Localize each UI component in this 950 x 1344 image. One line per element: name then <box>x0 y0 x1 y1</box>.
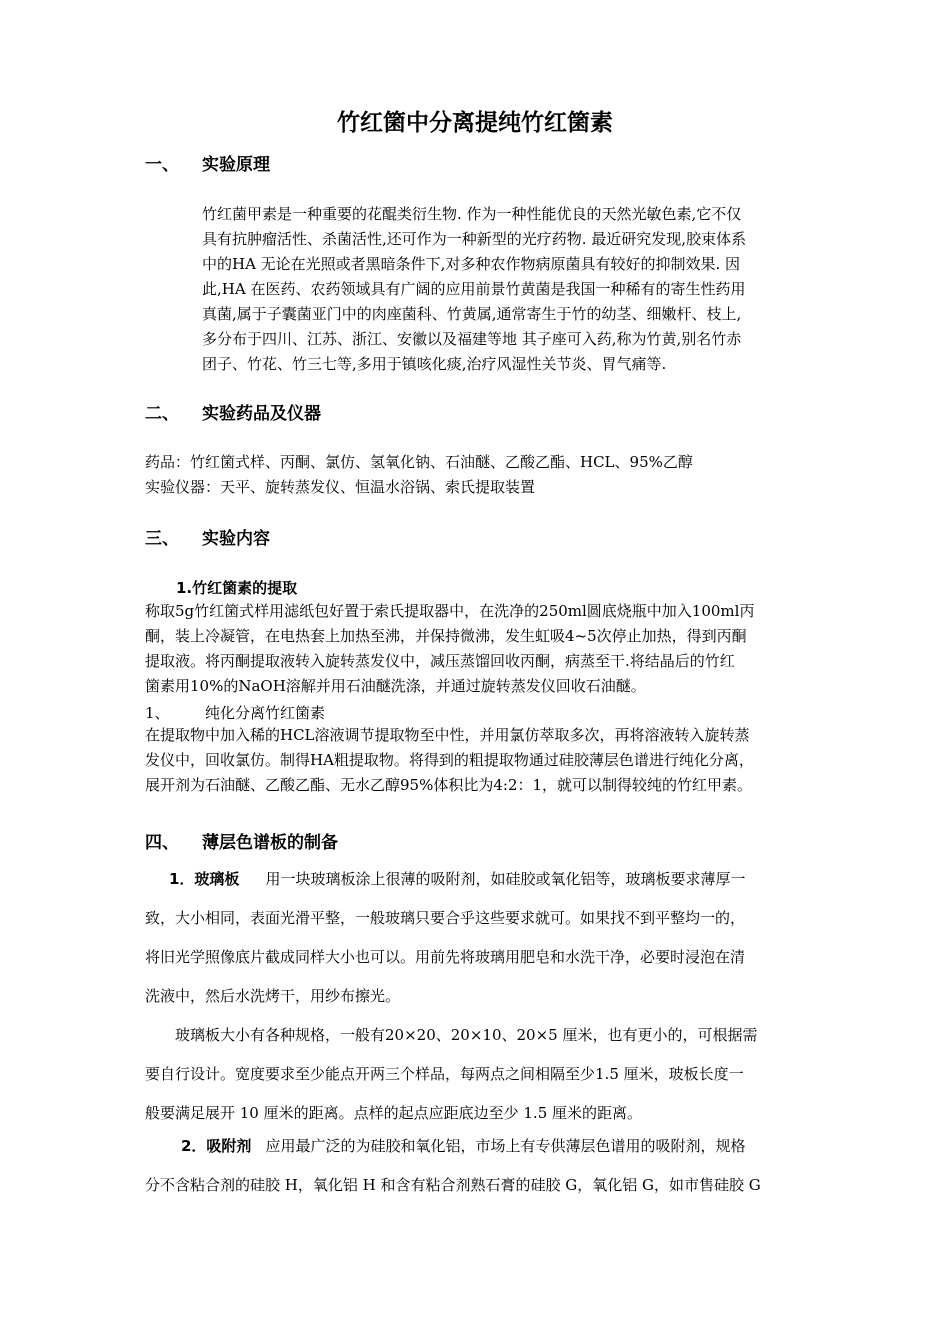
principle-line: 中的HA 无论在光照或者黑暗条件下,对多种农作物病原菌具有较好的抑制效果. 因 <box>202 255 740 273</box>
principle-line: 团子、竹花、竹三七等,多用于镇咳化痰,治疗风湿性关节炎、胃气痛等. <box>202 355 667 373</box>
glass-label: 1．玻璃板 <box>169 870 240 888</box>
principle-line: 真菌,属于子囊菌亚门中的肉座菌科、竹黄属,通常寄生于竹的幼茎、细嫩杆、枝上, <box>202 305 742 323</box>
size-line: 要自行设计。宽度要求至少能点开两三个样品，每两点之间相隔至少1.5 厘米，玻板长度一 <box>145 1065 744 1083</box>
size-line: 玻璃板大小有各种规格，一般有20×20、20×10、20×5 厘米，也有更小的，可根据需 <box>175 1026 758 1044</box>
size-line: 般要满足展开 10 厘米的距离。点样的起点应距底边至少 1.5 厘米的距离。 <box>145 1104 643 1122</box>
drugs-line: 药品：竹红箘式样、丙酮、氯仿、氢氧化钠、石油醚、乙酸乙酯、HCL、95%乙醇 <box>145 453 693 471</box>
materials-block <box>145 450 815 500</box>
principle-line: 竹红菌甲素是一种重要的花醌类衍生物. 作为一种性能优良的天然光敏色素,它不仅 <box>202 205 742 223</box>
step1-title: 1.竹红箘素的提取 <box>176 579 298 597</box>
section-number: 三、 <box>145 529 179 549</box>
glass-line <box>145 860 815 899</box>
step2-paragraph <box>145 723 815 798</box>
document-title: 竹红箘中分离提纯竹红箘素 <box>337 110 613 136</box>
step2-line: 在提取物中加入稀的HCL溶液调节提取物至中性，并用氯仿萃取多次，再将溶液转入旋转蒸 <box>145 726 750 744</box>
adsorbent-line <box>145 1127 815 1166</box>
glass-text: 用一块玻璃板涂上很薄的吸附剂，如硅胶或氧化铝等，玻璃板要求薄厚一 <box>265 870 746 888</box>
glass-line: 洗液中，然后水洗烤干，用纱布擦光。 <box>145 987 401 1005</box>
instruments-line: 实验仪器：天平、旋转蒸发仪、恒温水浴锅、索氏提取装置 <box>145 478 536 496</box>
section-heading-materials <box>145 399 321 424</box>
step2-heading <box>145 702 325 723</box>
section-title: 实验原理 <box>202 155 270 175</box>
section-title: 实验药品及仪器 <box>202 404 321 424</box>
section-number: 二、 <box>145 404 179 424</box>
step1-line: 箘素用10%的NaOH溶解并用石油醚洗涤，并通过旋转蒸发仪回收石油醚。 <box>145 677 646 695</box>
section-title: 实验内容 <box>202 529 270 549</box>
step1-line: 称取5g竹红箘式样用滤纸包好置于索氏提取器中，在洗净的250ml圆底烧瓶中加入100ml丙 <box>145 602 755 620</box>
adsorbent-text: 应用最广泛的为硅胶和氧化铝，市场上有专供薄层色谱用的吸附剂，规格 <box>265 1137 746 1155</box>
step2-title: 纯化分离竹红箘素 <box>205 704 326 722</box>
step2-line: 发仪中，回收氯仿。制得HA粗提取物。将得到的粗提取物通过硅胶薄层色谱进行纯化分离， <box>145 751 754 769</box>
step1-paragraph <box>145 599 815 699</box>
step1-line: 酮，装上冷凝管，在电热套上加热至沸，并保持微沸，发生虹吸4~5次停止加热，得到丙酮 <box>145 627 747 645</box>
step2-number: 1、 <box>145 704 170 722</box>
adsorbent-line: 分不含粘合剂的硅胶 H，氧化铝 H 和含有粘合剂熟石膏的硅胶 G，氧化铝 G，如市售硅胶 G <box>145 1176 761 1194</box>
section-heading-content <box>145 524 270 549</box>
glass-line: 将旧光学照像底片截成同样大小也可以。用前先将玻璃用肥皂和水洗干净，必要时浸泡在清 <box>145 948 746 966</box>
principle-line: 此,HA 在医药、农药领域具有广阔的应用前景竹黄菌是我国一种稀有的寄生性药用 <box>202 280 746 298</box>
principle-line: 具有抗肿瘤活性、杀菌活性,还可作为一种新型的光疗药物. 最近研究发现,胶束体系 <box>202 230 747 248</box>
adsorbent-paragraph <box>145 1127 815 1205</box>
section-heading-tlc <box>145 828 338 853</box>
section-heading-principle <box>145 150 270 175</box>
plate-size-paragraph <box>145 1016 815 1133</box>
step1-line: 提取液。将丙酮提取液转入旋转蒸发仪中，减压蒸馏回收丙酮，病蒸至干.将结晶后的竹红 <box>145 652 735 670</box>
glass-line: 致，大小相同，表面光滑平整，一般玻璃只要合乎这些要求就可。如果找不到平整均一的， <box>145 909 746 927</box>
section-title: 薄层色谱板的制备 <box>202 833 338 853</box>
section-number: 四、 <box>145 833 179 853</box>
adsorbent-label: 2．吸附剂 <box>181 1137 252 1155</box>
principle-line: 多分布于四川、江苏、浙江、安徽以及福建等地 其子座可入药,称为竹黄,别名竹赤 <box>202 330 742 348</box>
step2-line: 展开剂为石油醚、乙酸乙酯、无水乙醇95%体积比为4:2：1，就可以制得较纯的竹红甲素。 <box>145 776 753 794</box>
glass-plate-paragraph <box>145 860 815 1016</box>
principle-paragraph <box>202 202 812 377</box>
section-number: 一、 <box>145 155 179 175</box>
